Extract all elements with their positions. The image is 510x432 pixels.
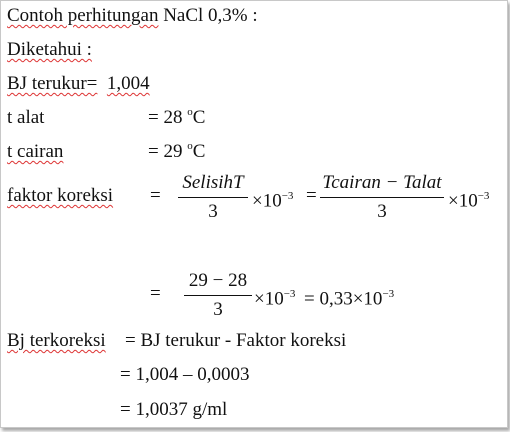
bj-value: 1,004 (106, 73, 150, 94)
fraction1-denominator: 3 (208, 201, 218, 222)
celsius-unit: C (192, 107, 206, 128)
bj-corr-eq2: = 1,004 – 0,0003 (120, 364, 250, 385)
exponent: −3 (283, 288, 296, 300)
degree-symbol: o (187, 106, 193, 118)
bj-line (7, 73, 150, 95)
title-prefix: Contoh perhitungan (7, 5, 159, 26)
fraction2-bar (320, 197, 444, 198)
degree-symbol: o (187, 140, 193, 152)
result-value (304, 283, 394, 310)
fraction1-multiplier (252, 185, 293, 212)
bj-label: BJ terukur= (7, 73, 98, 94)
times-ten: ×10 (252, 190, 282, 212)
t-cairan-label: t cairan (7, 141, 64, 162)
bj-corr-eq3: = 1,0037 g/ml (120, 399, 228, 420)
exponent: −3 (477, 190, 490, 202)
equals-2: = (306, 185, 317, 206)
t-alat-value: = 28 (148, 107, 183, 128)
bj-corr-label: Bj terkoreksi (7, 330, 106, 351)
fraction3-multiplier (254, 283, 295, 310)
times-ten: ×10 (448, 190, 478, 212)
t-cairan-value: = 29 (148, 141, 183, 162)
faktor-equals: = (150, 185, 161, 206)
t-alat-value-line (148, 107, 205, 131)
fraction2-denominator: 3 (377, 201, 387, 222)
result-text: = 0,33×10 (304, 288, 383, 310)
exponent: −3 (382, 288, 395, 300)
known-label: Diketahui : (7, 39, 92, 60)
t-cairan-value-line (148, 141, 205, 165)
fraction3-denominator: 3 (213, 299, 223, 320)
celsius-unit: C (192, 141, 206, 162)
exponent: −3 (281, 190, 294, 202)
fraction1-numerator: SelisihT (182, 172, 244, 193)
title-line (7, 5, 258, 27)
fraction1-bar (178, 197, 248, 198)
t-alat-label: t alat (7, 107, 45, 128)
fraction3-bar (184, 295, 252, 296)
fraction3-numerator: 29 − 28 (188, 270, 248, 291)
result-equals: = (150, 283, 161, 304)
fraction2-multiplier (448, 185, 489, 212)
times-ten: ×10 (254, 288, 284, 310)
title-suffix: NaCl 0,3% : (163, 5, 258, 26)
faktor-label: faktor koreksi (7, 185, 114, 206)
bj-corr-eq1: = BJ terukur - Faktor koreksi (125, 330, 347, 351)
fraction2-numerator: Tcairan − Talat (322, 172, 442, 193)
